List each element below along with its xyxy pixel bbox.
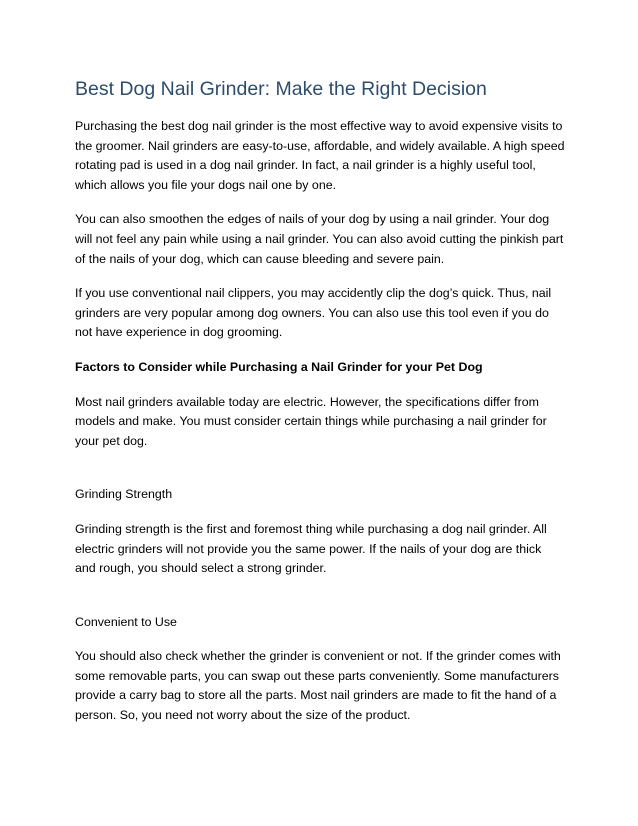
factors-intro-paragraph: Most nail grinders available today are electric. However, the specifications differ from models and make. You must consider certain things while purchasing a nail grinder for your pet dog. xyxy=(75,394,547,448)
intro-paragraph-2: You can also smoothen the edges of nails of your dog by using a nail grinder. Your dog will not feel any pain while using a nail grinder. You can also avoid cutting the pinkish part of the nails of your dog, which can cause bleeding and severe pain. xyxy=(75,212,564,266)
convenient-to-use-paragraph: You should also check whether the grinder is convenient or not. If the grinder comes with some removable parts, you can swap out these parts conveniently. Some manufacturers provide a carry bag to store all the parts. Most nail grinders are made to fit the hand of a person. So, you need not worry about the size of the product. xyxy=(75,649,561,723)
convenient-to-use-heading: Convenient to Use xyxy=(75,614,177,629)
grinding-strength-paragraph: Grinding strength is the first and foremost thing while purchasing a dog nail grinder. All electric grinders will not provide you the same power. If the nails of your dog are thick and rough, you should select a strong grinder. xyxy=(75,521,547,576)
intro-paragraph-1: Purchasing the best dog nail grinder is the most effective way to avoid expensive visits to the groomer. Nail grinders are easy-to-use, affordable, and widely available. A high speed rotating pad is used in a dog nail grinder. In fact, a nail grinder is a highly useful tool, which allows you file your dogs nail one by one. xyxy=(75,119,565,192)
factors-heading: Factors to Consider while Purchasing a Nail Grinder for your Pet Dog xyxy=(75,359,483,374)
document-body xyxy=(75,76,565,726)
document-title: Best Dog Nail Grinder: Make the Right Decision xyxy=(75,78,487,100)
intro-paragraph-3: If you use conventional nail clippers, you may accidently clip the dog’s quick. Thus, nail grinders are very popular among dog owners. You can also use this tool even if you do not have experience in dog grooming. xyxy=(75,286,552,340)
grinding-strength-heading: Grinding Strength xyxy=(75,487,173,502)
